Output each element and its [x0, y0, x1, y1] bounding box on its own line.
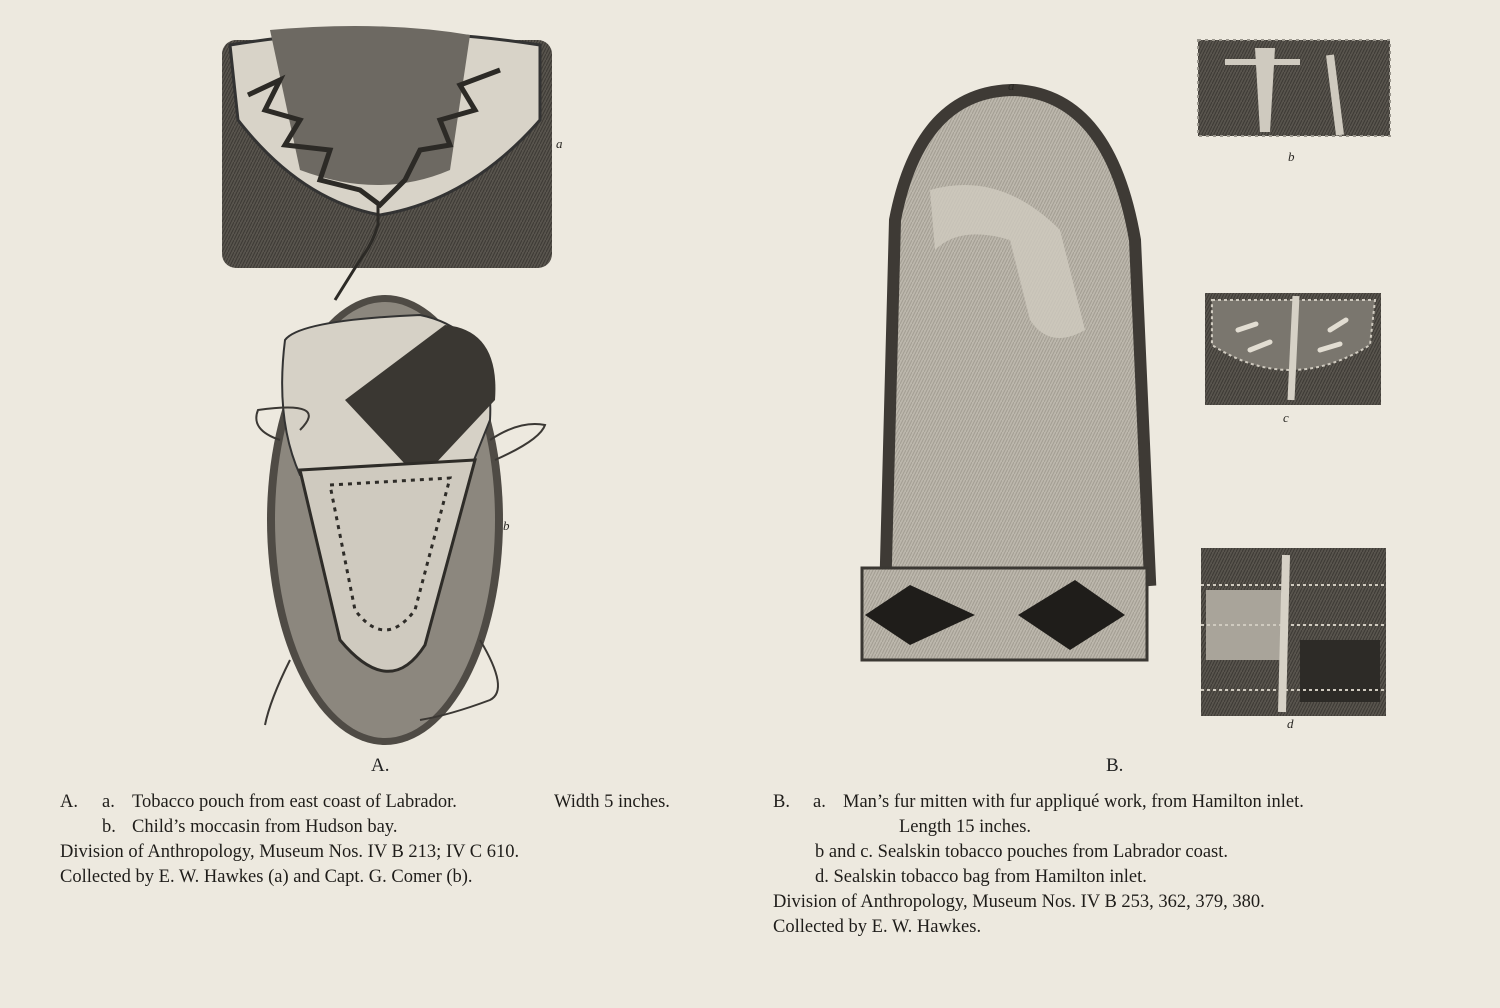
label-a-mitten: a: [1008, 78, 1015, 93]
caption-a-item-a: a.: [102, 792, 115, 812]
caption-a: [60, 790, 720, 900]
caption-b-text-a: Man’s fur mitten with fur appliqué work, from Hamilton inlet.: [843, 792, 1304, 812]
caption-b-text-d: d. Sealskin tobacco bag from Hamilton inlet.: [815, 867, 1147, 887]
label-c-pouch: c: [1283, 410, 1289, 425]
pouch-b-image: [1198, 40, 1390, 136]
caption-a-text-a: Tobacco pouch from east coast of Labrador.: [132, 792, 457, 812]
label-a-pouch: a: [556, 136, 563, 151]
caption-b-collected: Collected by E. W. Hawkes.: [773, 917, 982, 937]
caption-a-width: Width 5 inches.: [554, 792, 670, 812]
caption-b-prefix: B.: [773, 792, 790, 812]
mitten-image: [862, 90, 1150, 660]
moccasin-image: [256, 295, 545, 745]
caption-a-prefix: A.: [60, 792, 78, 812]
label-d-bag: d: [1287, 716, 1294, 731]
caption-b-item-a: a.: [813, 792, 826, 812]
caption-b-text-bc: b and c. Sealskin tobacco pouches from Labrador coast.: [815, 842, 1229, 862]
caption-b-division: Division of Anthropology, Museum Nos. IV B 253, 362, 379, 380.: [773, 892, 1265, 912]
caption-a-item-b: b.: [102, 817, 116, 837]
tobacco-pouch-image: [222, 26, 552, 300]
caption-b-length: Length 15 inches.: [899, 817, 1032, 837]
caption-a-text-b: Child’s moccasin from Hudson bay.: [132, 817, 398, 837]
caption-b: [773, 790, 1473, 950]
figure-a-letter: A.: [371, 755, 390, 776]
label-b-pouch: b: [1288, 149, 1295, 164]
caption-a-collected: Collected by E. W. Hawkes (a) and Capt. G. Comer (b).: [60, 867, 473, 887]
bag-d-image: [1201, 548, 1386, 716]
figure-b-letter: B.: [1106, 755, 1124, 776]
label-b-moccasin: b: [503, 518, 510, 533]
caption-a-division: Division of Anthropology, Museum Nos. IV B 213; IV C 610.: [60, 842, 520, 862]
pouch-c-image: [1205, 293, 1381, 405]
